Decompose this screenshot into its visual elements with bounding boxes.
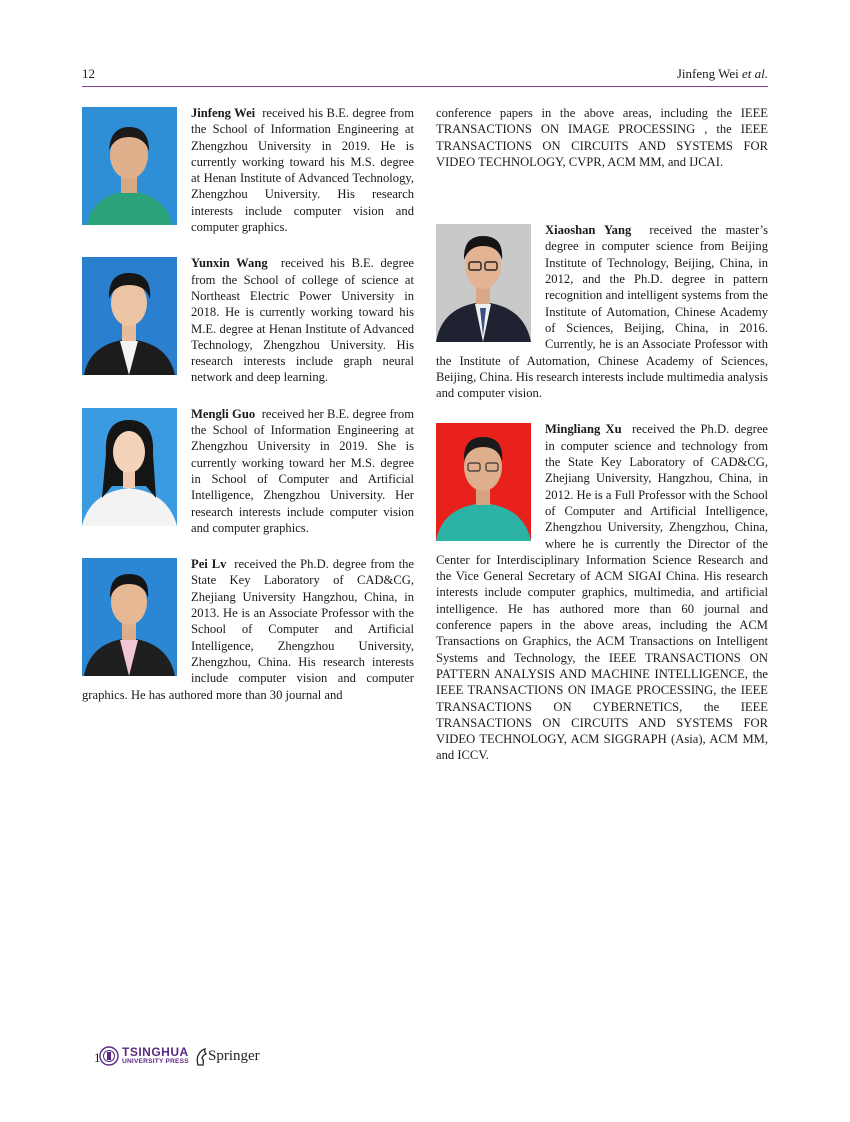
author-bio-text: received the master’s degree in computer science from Beijing Institute of Technology, Beijing, China, in 2012, and the Ph.D. degree in pattern recognition and intelligent systems from the Institute of Automation, Chinese Academy of Sciences, Beijing, China, in 2016. Currently, he is an Associate Professor with the Institute of Automation, Chinese Academy of Sciences, Beijing, China. His research interests include multimedia analysis and computer vision. [436,223,769,401]
author-name: Mengli Guo [191,406,256,421]
author-bio-text: received his B.E. degree from the School of Information Engineering at Zhengzhou University in 2019. He is currently working toward his M.S. degree at Henan Institute of Advanced Technology, Zhengzhou University. His research interests include computer vision and computer graphics. [191,106,414,235]
tsinghua-seal-icon [99,1046,119,1066]
running-header [82,62,768,87]
footer-page-marker: 1 [94,1050,101,1065]
author-photo [82,408,177,526]
bio-continuation: conference papers in the above areas, including the IEEE TRANSACTIONS ON IMAGE PROCESSING , the IEEE TRANSACTIONS ON CIRCUITS AND SYSTEMS FOR VIDEO TECHNOLOGY, CVPR, ACM MM, and IJCAI. [436,106,768,169]
author-name: Yunxin Wang [191,256,268,271]
springer-horse-icon [195,1048,208,1066]
author-bio [82,105,414,235]
publisher-footer [94,1046,294,1070]
author-name: Xiaoshan Yang [545,223,632,238]
author-bio-text: received the Ph.D. degree from the State Key Laboratory of CAD&CG, Zhejiang University Hangzhou, China, in 2013. He is an Associate Professor with the School of Computer and Artificial Intelligence, Zhengzhou University, Zhengzhou, China. His research interests include computer vision and computer graphics. He has authored more than 30 journal and [82,557,414,702]
author-photo [82,107,177,225]
author-bio [82,556,414,703]
right-column [436,105,768,784]
author-bio [82,255,414,385]
tsinghua-logo-name: TSINGHUA [122,1045,189,1059]
author-photo [82,558,177,676]
author-bio [436,222,768,401]
author-photo [436,423,531,541]
left-column [82,105,414,723]
springer-logo: Springer [208,1048,260,1064]
author-photo [436,224,531,342]
page-number: 12 [82,66,95,81]
author-bio-text: received her B.E. degree from the School of Information Engineering at Zhengzhou University in 2019. She is currently working toward her M.S. degree in School of Computer and Artificial Intelligence, Zhengzhou University. Her research interests include computer vision and computer graphics. [191,406,414,535]
column-gap [436,190,768,222]
running-head-author: Jinfeng Wei [676,66,739,81]
author-bio-text: received the Ph.D. degree in computer science and technology from the State Key Laboratory of CAD&CG, Zhejiang University, Hangzhou, China, in 2012. He is a Full Professor with the School of Computer and Artificial Intelligence, Zhengzhou University, Zhengzhou, China, where he is currently the Director of the Center for Interdisciplinary Information Science Research and the Vice General Secretary of ACM SIGAI China. His research interests include computer graphics, multimedia, and artificial intelligence. He has authored more than 60 journal and conference papers in the above areas, including the ACM Transactions on Graphics, the ACM Transactions on Intelligent Systems and Technology, the IEEE TRANSACTIONS ON PATTERN ANALYSIS AND MACHINE INTELLIGENCE, the IEEE TRANSACTIONS ON IMAGE PROCESSING, the IEEE TRANSACTIONS ON CYBERNETICS, the IEEE TRANSACTIONS ON CIRCUITS AND SYSTEMS FOR VIDEO TECHNOLOGY, ACM SIGGRAPH (Asia), ACM MM, and ICCV. [436,422,769,763]
author-name: Pei Lv [191,557,227,572]
running-head-etal: et al. [742,66,768,81]
author-photo [82,257,177,375]
author-bio [436,421,768,763]
author-bio [82,406,414,536]
tsinghua-logo [122,1046,189,1066]
author-bio-text: received his B.E. degree from the School of college of science at Northeast Electric Power University in 2018. He is currently working toward his M.E. degree at Henan Institute of Advanced Technology, Zhengzhou University. His research interests include graph neural network and deep learning. [191,256,415,385]
author-name: Jinfeng Wei [191,106,256,120]
author-name: Mingliang Xu [545,422,622,437]
running-head [677,66,768,82]
tsinghua-logo-subtitle: UNIVERSITY PRESS [122,1058,189,1065]
